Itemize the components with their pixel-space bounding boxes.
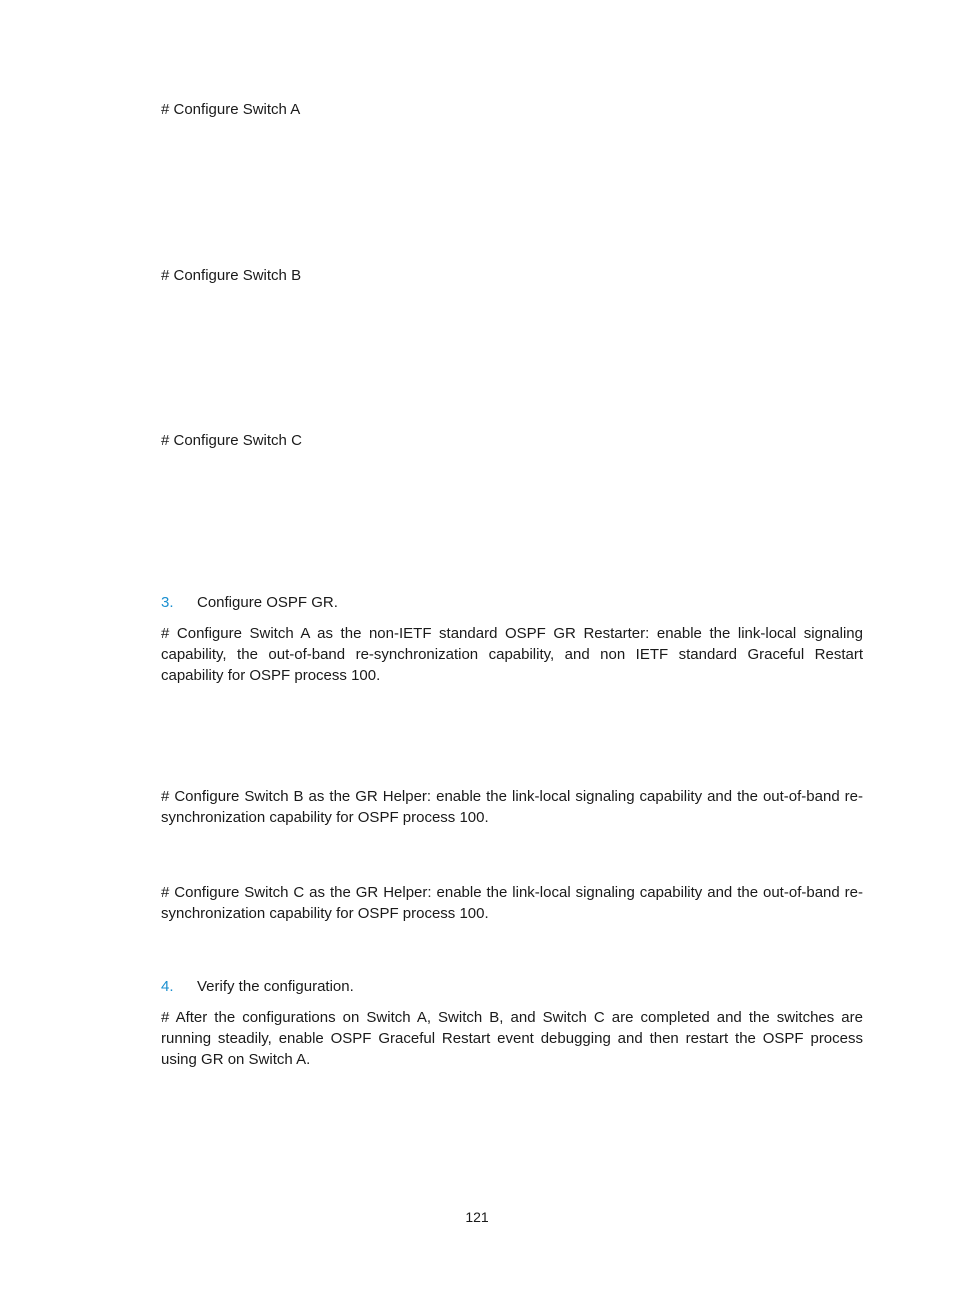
step-configure-ospf-gr (161, 592, 863, 613)
step-number: 3. (161, 594, 174, 611)
paragraph-configure-switch-b: # Configure Switch B (161, 267, 302, 284)
paragraph-gr-switch-b: # Configure Switch B as the GR Helper: enable the link-local signaling capability and the out-of-band re-synchronization capability for OSPF process 100. (161, 788, 863, 826)
step-number: 4. (161, 978, 174, 995)
step-text: Configure OSPF GR. (197, 594, 338, 611)
paragraph-gr-switch-c: # Configure Switch C as the GR Helper: enable the link-local signaling capability and the out-of-band re-synchronization capability for OSPF process 100. (161, 884, 863, 922)
step-text: Verify the configuration. (197, 978, 354, 995)
page-number: 121 (465, 1209, 489, 1225)
paragraph-gr-switch-a: # Configure Switch A as the non-IETF standard OSPF GR Restarter: enable the link-local signaling capability, the out-of-band re-synchronization capability, and non IETF standard Graceful Restart capability for OSPF process 100. (161, 625, 863, 684)
paragraph-configure-switch-a: # Configure Switch A (161, 101, 301, 118)
paragraph-verify-note: # After the configurations on Switch A, Switch B, and Switch C are completed and the switches are running steadily, enable OSPF Graceful Restart event debugging and then restart the OSPF process using GR on Switch A. (161, 1009, 863, 1068)
step-verify-configuration (161, 976, 863, 997)
paragraph-configure-switch-c: # Configure Switch C (161, 432, 302, 449)
